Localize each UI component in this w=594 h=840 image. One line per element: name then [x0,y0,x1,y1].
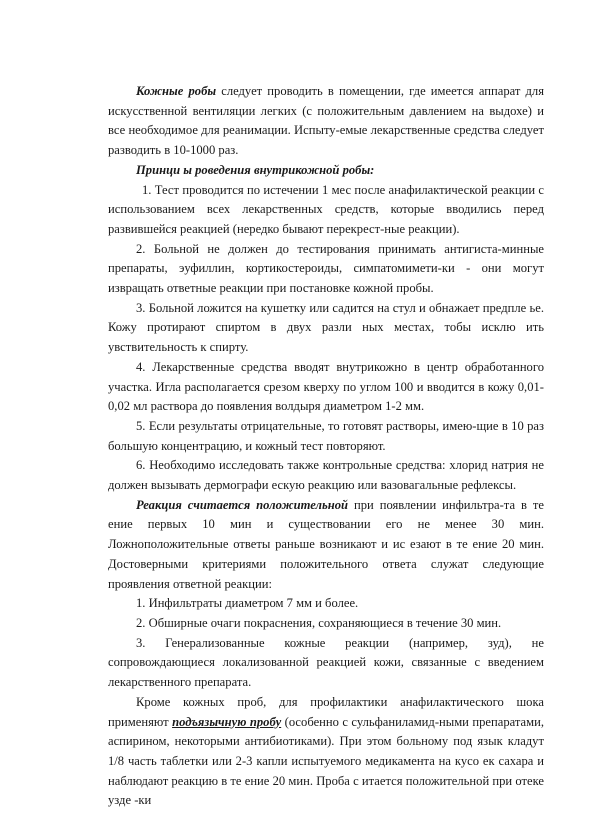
sublingual-text-before: Кроме кожных проб, для профилактики анафилактического шока применяют [108,694,544,729]
criteria-item: 1. Инфильтраты диаметром 7 мм и более. [136,596,359,611]
list-item: 3. Больной ложится на кушетку или садится на стул и обнажает предпле ье. Кожу протирают спиртом в двух разли ных местах, тобы исклю ить увствительность к спирту. [108,300,544,355]
positive-reaction-term: Реакция считается положительной [136,497,349,512]
skin-tests-term: Кожные робы [136,84,217,98]
list-item: 1. Тест проводится по истечении 1 мес после анафилактической реакции с использованием всех лекарственных средств, которые вводились перед развившейся реакцией (нередко бывают перекрест-ные реакции). [108,182,544,236]
list-item: 6. Необходимо исследовать также контрольные средства: хлорид натрия не должен вызывать дермографи ескую реакцию или вазовагальные рефлексы. [108,458,544,493]
sublingual-paragraph [108,693,544,811]
criteria-item: 3. Генерализованные кожные реакции (например, зуд), не сопровождающиеся локализованной реакцией кожи, связанные с введением лекарственного препарата. [108,635,544,690]
intro-text: следует проводить в помещении, где имеется аппарат для искусственной вентиляции легких (с положительным давлением на выдохе) и все необходимое для реанимации. Испыту-емые лекарственные средства следует разводить в 10-1000 раз. [108,84,545,158]
sublingual-test-term: подъязычную пробу [172,714,282,729]
section-heading: Принци ы роведения внутрикожной робы: [136,162,375,177]
positive-reaction-text: при появлении инфильтра-та в те ение первых 10 мин и существовании его не менее 30 мин. Ложноположительные ответы раньше возникают и ис езают в те ение 20 мин. Достоверными критериями положительного ответа служат следующие проявления ответной реакции: [108,497,545,591]
criteria-item: 2. Обширные очаги покраснения, сохраняющиеся в течение 30 мин. [136,615,502,630]
intro-paragraph [108,82,544,161]
sublingual-text-after: (особенно с сульфаниламид-ными препаратами, аспирином, некоторыми антибиотиками). При этом больному под язык кладут 1/8 часть таблетки или 2-3 капли испытуемого медикамента на кусо ек сахара и наблюдают реакцию в те ение 20 мин. Проба с итается положительной при отеке узде -ки [108,714,544,808]
positive-reaction-paragraph [108,496,544,595]
list-item: 5. Если результаты отрицательные, то готовят растворы, имею-щие в 10 раз большую концентрацию, и кожный тест повторяют. [108,418,544,453]
list-item: 4. Лекарственные средства вводят внутрикожно в центр обработанного участка. Игла располагается срезом кверху по углом 100 и вводится в кожу 0,01-0,02 мл раствора до появления волдыря диаметром 1-2 мм. [108,359,544,414]
document-page [108,82,544,811]
list-item: 2. Больной не должен до тестирования принимать антигиста-минные препараты, эуфиллин, кортикостероиды, симпатомимети-ки - они могут извращать ответные реакции при постановке кожной пробы. [108,241,544,296]
